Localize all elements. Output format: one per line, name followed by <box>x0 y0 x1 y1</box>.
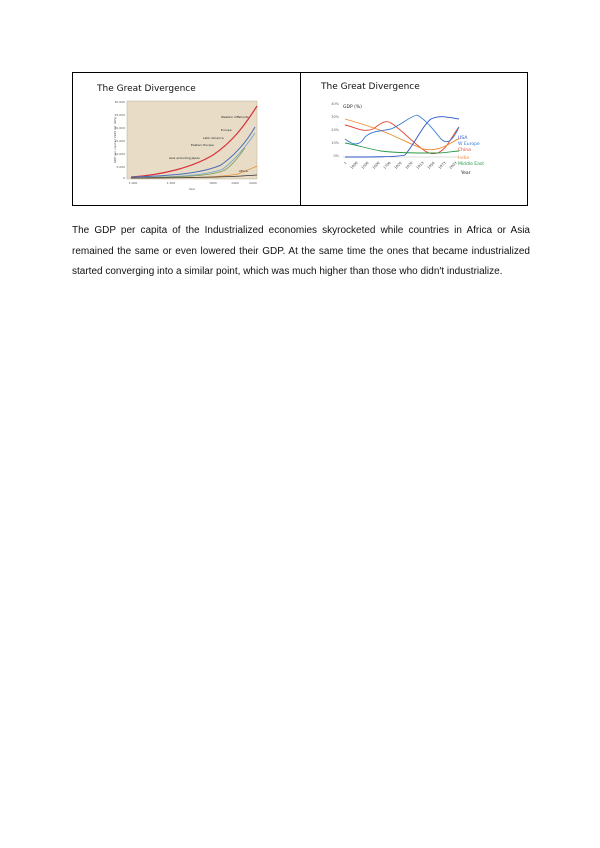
legend-india: India <box>458 156 470 161</box>
right-y-tick: 20% <box>331 128 339 132</box>
left-y-tick: 20,000 <box>114 126 125 130</box>
right-y-tick: 40% <box>331 102 339 106</box>
right-x-tick: 1700 <box>382 160 392 171</box>
right-chart-legend <box>458 135 484 167</box>
right-chart-x-ticks <box>343 161 457 170</box>
left-y-tick: 10,000 <box>114 152 125 156</box>
right-chart-series <box>345 115 459 157</box>
label-europe: Europe <box>221 128 232 132</box>
left-y-tick: 0 <box>123 176 125 180</box>
legend-usa: USA <box>458 136 468 141</box>
figure-left-cell <box>73 73 301 205</box>
left-x-tick: 1800 <box>209 181 217 185</box>
left-chart-y-axis-label: GDP per capita (1990 Int. GK$) <box>113 116 117 164</box>
right-y-tick: 10% <box>331 141 339 145</box>
right-chart-y-ticks <box>331 102 339 158</box>
label-western-offshoots: Western Offshoots <box>221 115 249 119</box>
legend-china: China <box>458 148 471 153</box>
body-paragraph: The GDP per capita of the Industrialized economies skyrocketed while countries in Africa or Asia remained the same or even lowered their GDP. At the same time the ones that became industrialized started converging into a similar point, which was much higher than those who didn't industrialize. <box>72 225 530 277</box>
right-x-tick: 2003 <box>448 160 458 171</box>
right-x-tick: 1500 <box>360 160 370 171</box>
right-x-tick: 1600 <box>371 160 381 171</box>
right-x-tick: 1950 <box>426 160 436 171</box>
left-y-tick: 5,000 <box>116 165 125 169</box>
right-x-tick: 1913 <box>415 160 425 171</box>
right-chart-title: The Great Divergence <box>321 82 420 92</box>
left-x-tick: 2000 <box>249 181 257 185</box>
label-eastern-europe: Eastern Europe <box>191 143 214 147</box>
left-y-tick: 25,000 <box>114 113 125 117</box>
left-chart-x-axis-label: Year <box>188 187 196 191</box>
right-x-tick: 1870 <box>404 160 414 171</box>
left-chart-y-ticks <box>115 100 126 180</box>
label-latin-america: Latin America <box>203 136 224 140</box>
left-y-tick: 30,000 <box>114 100 125 104</box>
figure-right-cell <box>301 73 527 205</box>
legend-middle-east: Middle East <box>458 162 485 167</box>
left-chart-x-ticks <box>129 181 257 185</box>
figure-table <box>72 72 528 206</box>
left-x-tick: 1,500 <box>166 181 176 185</box>
right-x-tick: 1973 <box>437 160 447 171</box>
series-india <box>345 119 459 150</box>
right-y-tick: 30% <box>331 115 339 119</box>
right-x-tick: 1000 <box>349 160 359 171</box>
left-chart-plot-background <box>127 101 257 179</box>
right-chart-y-axis-label: GDP (%) <box>343 105 362 110</box>
left-chart <box>73 73 301 207</box>
left-x-tick: 1,000 <box>128 181 138 185</box>
right-chart <box>301 73 529 207</box>
left-x-tick: 1900 <box>231 181 239 185</box>
left-chart-title: The Great Divergence <box>97 84 196 94</box>
right-y-tick: 0% <box>333 154 339 158</box>
left-y-tick: 15,000 <box>114 139 125 143</box>
series-middle-east <box>345 143 459 153</box>
series-china <box>345 122 459 154</box>
right-chart-x-axis-label: Year <box>461 171 471 176</box>
label-africa: Africa <box>239 169 248 173</box>
right-x-tick: 1820 <box>393 160 403 171</box>
right-x-tick: 1 <box>343 160 348 166</box>
label-asia: Asia excluding Japan <box>169 156 201 160</box>
legend-w-europe: W Europe <box>458 142 480 147</box>
